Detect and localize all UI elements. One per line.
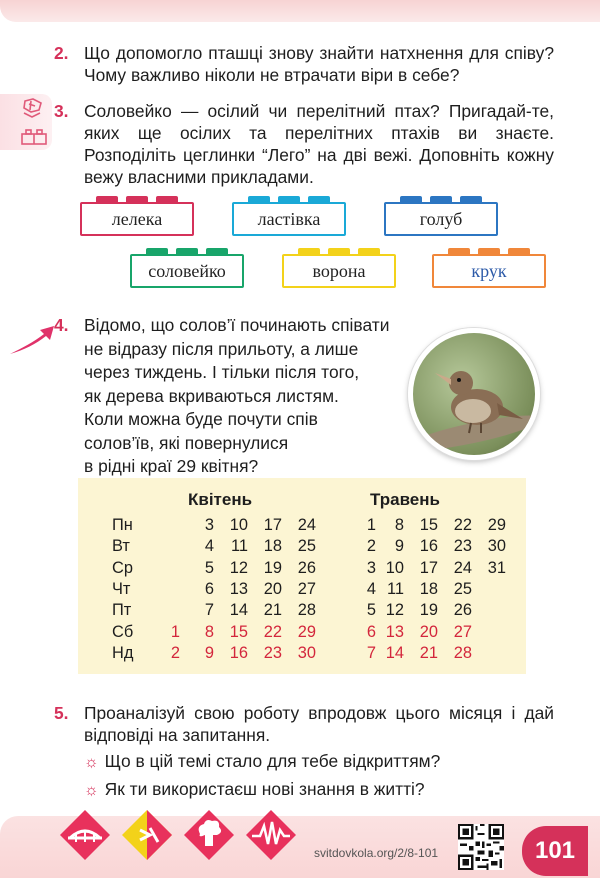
calendar-date: 21 [263,601,282,620]
calendar-month-may: Травень [370,490,440,509]
task-number: 2. [54,43,69,63]
calendar-row [78,644,526,665]
calendar-day-label: Чт [112,579,131,598]
calendar-date: 7 [204,601,214,620]
lego-brick[interactable] [282,254,396,288]
calendar-date: 5 [204,558,214,577]
heartbeat-icon [244,808,298,862]
calendar-day-label: Вт [112,537,130,556]
calendar-date: 28 [297,601,316,620]
lego-brick[interactable] [130,254,244,288]
calendar-date: 18 [419,579,438,598]
task-line: солов’їв, які повернулися [84,432,289,453]
calendar-date: 15 [229,622,248,641]
calendar-date: 29 [297,622,316,641]
calendar-date: 25 [453,579,472,598]
calendar-day-label: Нд [112,643,134,662]
calendar-date: 20 [263,579,282,598]
calendar-date: 19 [419,601,438,620]
calendar-date: 20 [419,622,438,641]
bullet-text: Як ти використаєш нові знання в житті? [104,779,425,799]
calendar-date: 1 [366,516,376,534]
task-number: 3. [54,101,69,121]
calendar-date: 26 [297,558,316,577]
calendar-date: 14 [385,643,404,662]
brick-label: голуб [419,208,463,229]
calendar-date: 13 [229,579,248,598]
calendar-date: 2 [366,537,376,556]
task-5 [54,702,554,746]
side-icons [0,94,52,150]
calendar-date: 17 [263,516,282,534]
task-text: Проаналізуй свою роботу впродовж цього місяця і дай відповіді на запитання. [84,703,554,745]
calendar-row [78,559,526,580]
bullet-item [84,750,440,774]
calendar-row [78,601,526,622]
sun-icon: ☼ [84,754,99,771]
arrow-icon [8,324,56,358]
calendar-day-label: Ср [112,558,133,577]
brick-stud [448,248,470,255]
task-line: Відомо, що солов’ї починають співати [84,315,390,335]
qr-code-icon[interactable] [458,824,504,870]
lego-brick[interactable] [232,202,346,236]
brick-stud [126,196,148,203]
calendar-date: 30 [487,537,506,556]
calendar-date: 1 [170,622,180,641]
calendar-date: 21 [419,643,438,662]
brick-stud [278,196,300,203]
calendar-date: 6 [204,579,214,598]
calendar-day-label: Сб [112,622,134,641]
lego-brick[interactable] [80,202,194,236]
lego-brick[interactable] [384,202,498,236]
bullet-text: Що в цій темі стало для тебе відкриттям? [104,751,441,771]
top-band [0,0,600,22]
bridge-icon [58,808,112,862]
calendar-date: 22 [263,622,282,641]
brick-label: ворона [312,260,366,281]
calendar-date: 18 [263,537,282,556]
calendar-day-label: Пт [112,601,132,620]
calendar-date: 19 [263,558,282,577]
task-line: як дерева вкриваються листям. [84,385,339,406]
brick-stud [146,248,168,255]
nightingale-photo [408,328,540,460]
brick-stud [460,196,482,203]
calendar-date: 28 [453,643,472,662]
task-number: 5. [54,703,69,723]
brick-stud [308,196,330,203]
task-text: Що допомогло пташці знову знайти натхнення для співу? Чому важливо ніколи не втрачати віри в себе? [84,43,554,85]
brick-stud [328,248,350,255]
lego-brick[interactable] [432,254,546,288]
calendar-date: 15 [419,516,438,534]
calendar-date: 30 [297,643,316,662]
calendar-date: 14 [229,601,248,620]
task-number: 4. [54,315,69,335]
calendar-date: 12 [385,601,404,620]
sun-icon: ☼ [84,782,99,799]
calendar-date: 25 [297,537,316,556]
calendar-row [78,516,526,537]
calendar-date: 10 [229,516,248,534]
task-3 [54,100,554,188]
calendar-date: 27 [297,579,316,598]
brick-stud [358,248,380,255]
task-4 [54,314,414,479]
calendar-date: 11 [386,579,404,598]
calendar-date: 6 [366,622,376,641]
calendar-date: 8 [204,622,214,641]
calendar-date: 13 [385,622,404,641]
brick-stud [478,248,500,255]
calendar-date: 3 [366,558,376,577]
calendar-date: 24 [453,558,472,577]
calendar-date: 4 [366,579,376,598]
nightingale-illustration [413,333,535,455]
lego-bricks-icon [20,126,48,146]
calendar-row [78,537,526,558]
contrast-icon [120,808,174,862]
brick-stud [248,196,270,203]
calendar-date: 27 [453,622,472,641]
calendar-day-label: Пн [112,516,133,534]
calendar-date: 16 [229,643,248,662]
task-line: в рідні краї 29 квітня? [84,456,259,476]
calendar-date: 31 [487,558,506,577]
brick-stud [176,248,198,255]
calendar-date: 5 [366,601,376,620]
brick-label: ластівка [257,208,321,229]
calendar-date: 24 [297,516,316,534]
calendar-date: 16 [419,537,438,556]
calendar-row [78,623,526,644]
calendar-row [78,580,526,601]
calendar-month-april: Квітень [188,490,253,509]
brick-stud [508,248,530,255]
calendar-date: 11 [230,537,248,556]
puzzle-icon [20,98,46,120]
bullet-item [84,778,425,802]
page-number: 101 [522,826,588,876]
calendar-table [78,478,526,674]
brick-stud [430,196,452,203]
task-line: Коли можна буде почути спів [84,409,318,429]
calendar-date: 29 [487,516,506,534]
calendar-date: 23 [263,643,282,662]
task-line: не відразу після прильоту, а лише [84,338,359,359]
calendar-date: 17 [419,558,438,577]
calendar-date: 2 [170,643,180,662]
calendar-date: 26 [453,601,472,620]
brick-label: крук [471,260,507,281]
brick-label: соловейко [148,260,226,281]
task-line: через тиждень. І тільки після того, [84,362,360,382]
calendar-date: 12 [229,558,248,577]
calendar-date: 4 [204,537,214,556]
calendar-date: 9 [394,537,404,556]
calendar-date: 22 [453,516,472,534]
brick-label: лелека [111,208,163,229]
site-link[interactable]: svitdovkola.org/2/8-101 [314,846,439,860]
calendar-date: 10 [385,558,404,577]
task-text: Соловейко — осілий чи перелітний птах? Пригадай-те, яких ще осілих та перелітних птахів ви знаєте. Розподіліть цеглинки “Лего” на дві вежі. Доповніть кожну вежу власними прикладами. [84,101,554,187]
brick-stud [156,196,178,203]
calendar-date: 7 [366,643,376,662]
calendar-date: 3 [204,516,214,534]
brick-stud [206,248,228,255]
task-2 [54,42,554,86]
brick-stud [96,196,118,203]
explosion-icon [182,808,236,862]
calendar-date: 9 [204,643,214,662]
calendar-date: 8 [394,516,404,534]
calendar-date: 23 [453,537,472,556]
brick-stud [298,248,320,255]
brick-stud [400,196,422,203]
